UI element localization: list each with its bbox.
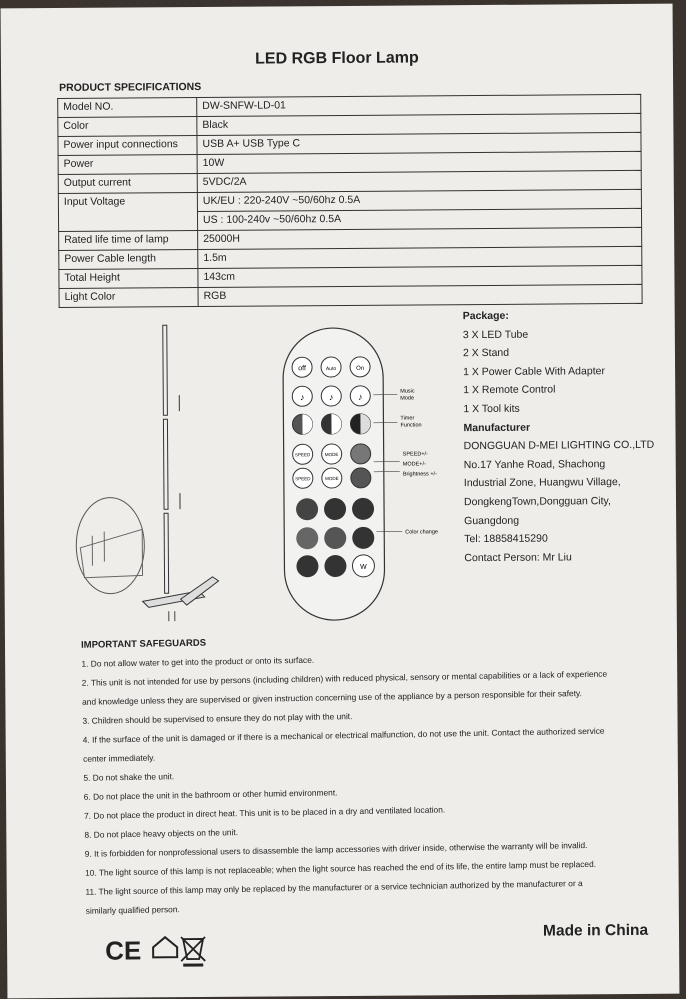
list-item: Tel: 18858415290	[464, 532, 548, 546]
brightness-down-button[interactable]	[351, 468, 371, 488]
ce-mark-icon: CE	[105, 935, 142, 966]
package-info	[463, 306, 655, 568]
list-item: Contact Person: Mr Liu	[464, 551, 572, 564]
table-row: Output current 5VDC/2A	[58, 170, 641, 193]
auto-button[interactable]: Auto	[325, 366, 337, 373]
power-row	[292, 357, 370, 378]
specifications-table	[57, 94, 642, 308]
color-change-label: Color change	[405, 529, 438, 536]
list-item: 9. It is forbidden for nonprofessional users to disassemble the lamp accessories with driver inside, otherwise the warranty will be invalid.	[84, 840, 588, 859]
list-item: DongkengTown,Dongguan City,	[463, 495, 611, 509]
list-item: 2. This unit is not intended for use by persons (including children) with reduced physical, sensory or mental capabilities or a lack of experience	[81, 668, 608, 688]
color-button[interactable]	[324, 527, 346, 549]
color-button[interactable]	[352, 527, 374, 549]
instruction-sheet	[1, 4, 680, 999]
page-title: LED RGB Floor Lamp	[255, 49, 419, 68]
table-row: Color Black	[58, 113, 641, 136]
list-item: 8. Do not place heavy objects on the unit.	[84, 827, 239, 840]
list-item: 4. If the surface of the unit is damaged or if there is a mechanical or electrical malfunction, do not use the unit. Contact the authorized service	[82, 725, 605, 745]
brightness-label: Brightness +/-	[402, 471, 437, 478]
timer-row	[292, 414, 370, 435]
table-row: Input Voltage UK/EU : 220-240V ~50/60hz 0.5A	[58, 189, 641, 212]
mode-label: MODE+/-	[402, 461, 426, 468]
color-button[interactable]	[352, 498, 374, 520]
color-button[interactable]	[296, 498, 318, 520]
safeguards-heading: IMPORTANT SAFEGUARDS	[81, 637, 207, 651]
household-icon	[153, 937, 177, 957]
list-item: and knowledge unless they are supervised or given instruction concerning use of the appliance by a person responsible for their safety.	[81, 688, 582, 707]
music-mode-label: Music	[400, 388, 415, 395]
package-heading: Package:	[462, 309, 509, 323]
music-note-icon: ♪	[357, 391, 363, 402]
brightness-up-button[interactable]	[351, 444, 371, 464]
timer-label: Timer	[400, 415, 415, 422]
list-item: 3. Children should be supervised to ensure they do not play with the unit.	[82, 711, 353, 726]
table-row: Model NO. DW-SNFW-LD-01	[58, 94, 641, 117]
list-item: 7. Do not place the product in direct heat. This unit is to be placed in a dry and ventilated location.	[83, 804, 446, 821]
list-item: No.17 Yanhe Road, Shachong	[463, 457, 606, 471]
made-in-label: Made in China	[542, 921, 649, 940]
color-button[interactable]	[296, 527, 318, 549]
on-button[interactable]: On	[356, 365, 365, 372]
table-row: Light Color RGB	[59, 284, 642, 307]
svg-text:SPEED: SPEED	[295, 476, 311, 482]
remote-control-diagram	[273, 325, 465, 626]
music-row	[292, 386, 370, 407]
list-item: DONGGUAN D-MEI LIGHTING CO.,LTD	[463, 438, 655, 453]
certification-marks	[103, 929, 213, 970]
color-button[interactable]	[296, 555, 318, 577]
specifications-heading: PRODUCT SPECIFICATIONS	[59, 80, 202, 94]
list-item: 1 X Tool kits	[463, 402, 520, 416]
list-item: 6. Do not place the unit in the bathroom or other humid environment.	[83, 787, 338, 802]
speed-label: SPEED+/-	[402, 451, 428, 458]
list-item: Guangdong	[464, 514, 520, 527]
list-item: 2 X Stand	[462, 347, 510, 360]
list-item: 5. Do not shake the unit.	[83, 771, 175, 783]
list-item: similarly qualified person.	[85, 904, 180, 916]
music-note-icon: ♪	[299, 392, 305, 403]
list-item: 1. Do not allow water to get into the product or onto its surface.	[81, 654, 315, 669]
list-item: 10. The light source of this lamp is not replaceable; when the light source has reached the end of its life, the entire lamp must be replaced.	[84, 858, 597, 878]
list-item: center immediately.	[82, 752, 156, 764]
table-row: Power 10W	[58, 151, 641, 174]
list-item: 1 X Remote Control	[463, 383, 556, 397]
safeguards-section	[81, 626, 666, 921]
list-item: 3 X LED Tube	[462, 328, 529, 341]
svg-text:SPEED: SPEED	[295, 452, 311, 458]
table-row: Power input connections USB A+ USB Type C	[58, 132, 641, 155]
table-row: Total Height 143cm	[59, 265, 642, 288]
list-item: Industrial Zone, Huangwu Village,	[463, 476, 621, 490]
svg-text:MODE: MODE	[325, 476, 339, 482]
table-row: US : 100-240v ~50/60hz 0.5A	[58, 208, 641, 231]
color-button[interactable]	[324, 555, 346, 577]
timer-label: Function	[400, 422, 422, 429]
lamp-illustration	[71, 315, 223, 626]
music-mode-label: Mode	[400, 395, 415, 402]
color-buttons	[296, 498, 375, 578]
list-item: 11. The light source of this lamp may only be replaced by the manufacturer or a service technician authorized by the manufacturer or a	[85, 878, 583, 897]
weee-bin-icon	[181, 937, 205, 965]
manufacturer-heading: Manufacturer	[463, 421, 531, 434]
svg-text:W: W	[360, 563, 367, 571]
color-button[interactable]	[324, 498, 346, 520]
music-note-icon: ♪	[328, 392, 334, 403]
table-row: Rated life time of lamp 25000H	[59, 227, 642, 250]
table-row: Power Cable length 1.5m	[59, 246, 642, 269]
list-item: 1 X Power Cable With Adapter	[463, 364, 605, 378]
off-button[interactable]: off	[298, 365, 306, 373]
svg-text:MODE: MODE	[324, 452, 339, 458]
